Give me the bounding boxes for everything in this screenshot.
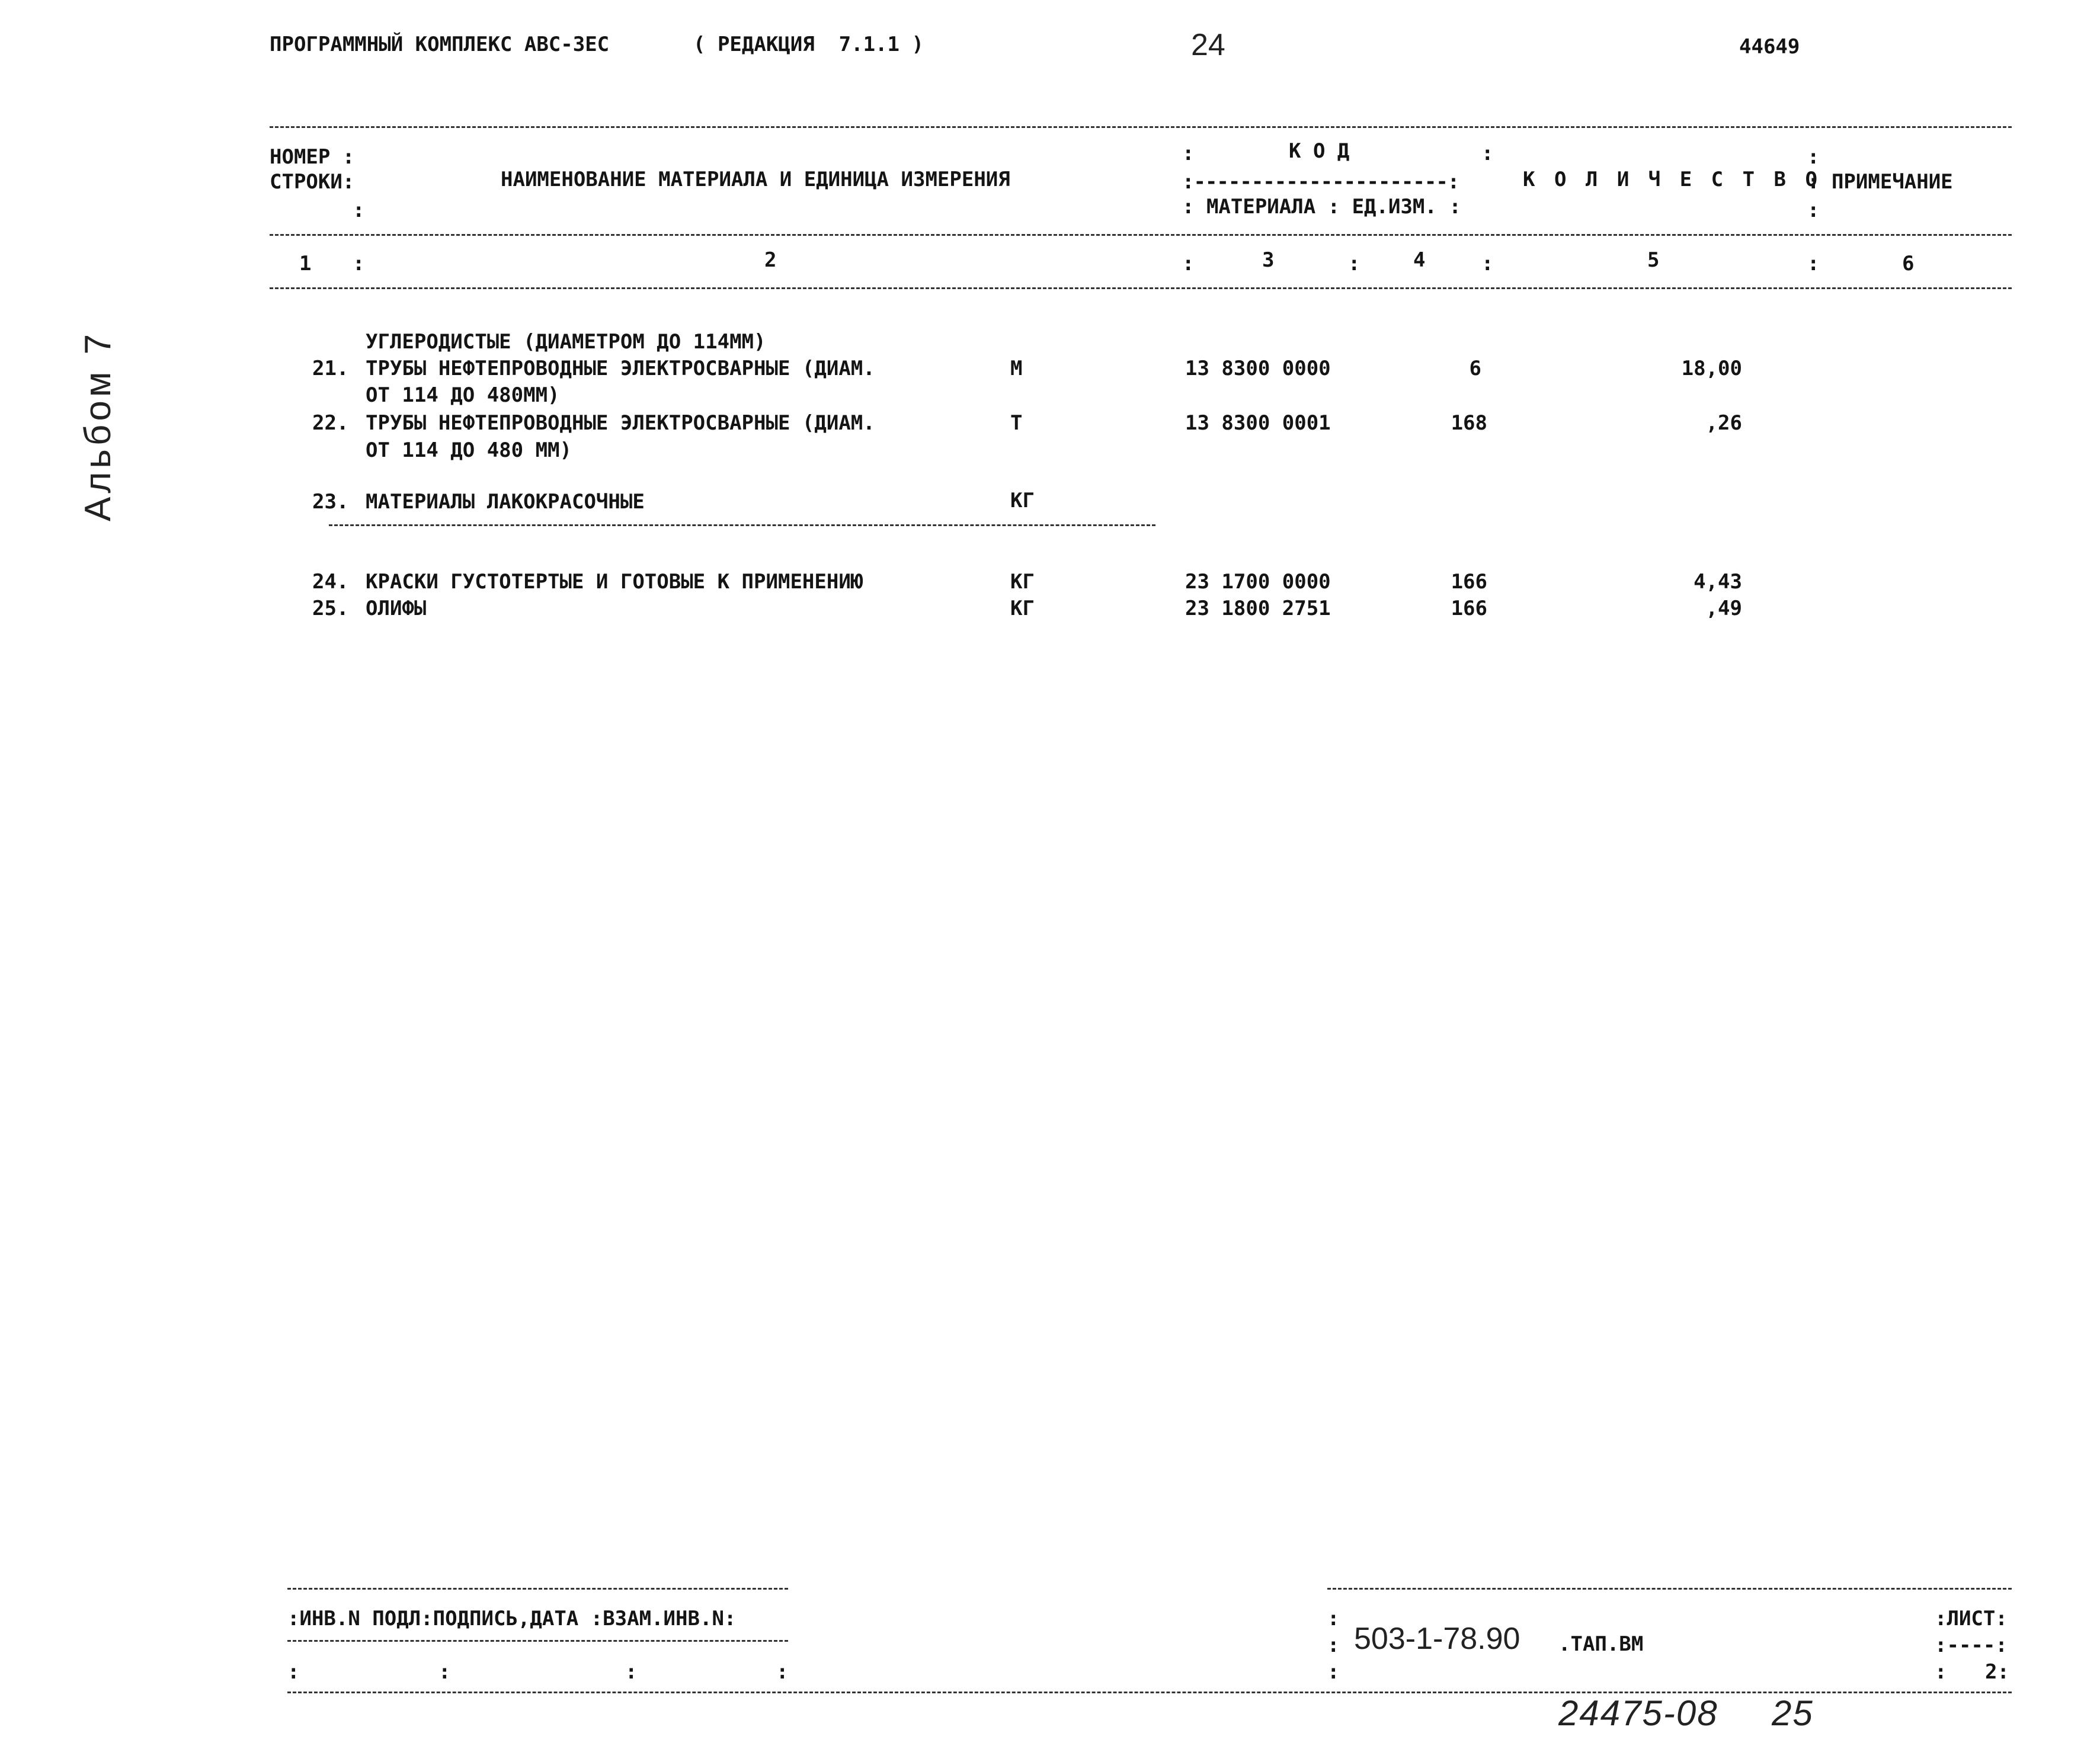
stamp-sheet-divider: :----:: [1935, 1633, 2008, 1657]
col-number-header-3: :: [353, 198, 365, 222]
row-21-name-line2: ОТ 114 ДО 480ММ): [366, 383, 560, 407]
note-colon-bottom: :: [1807, 198, 1820, 222]
row-23-name: МАТЕРИАЛЫ ЛАКОКРАСОЧНЫЕ: [366, 490, 645, 514]
row-24-unit-code: 166: [1451, 570, 1487, 594]
col-quantity-header: К О Л И Ч Е С Т В О: [1523, 168, 1821, 191]
col-num-1: 1: [299, 252, 312, 276]
stamp-left-header: :ИНВ.N ПОДЛ:ПОДПИСЬ,ДАТА :ВЗАМ.ИНВ.N:: [287, 1607, 737, 1631]
col-num-5: 5: [1647, 248, 1660, 272]
row-21-name-line1: ТРУБЫ НЕФТЕПРОВОДНЫЕ ЭЛЕКТРОСВАРНЫЕ (ДИАМ.: [366, 357, 875, 380]
page-number: 24: [1191, 28, 1225, 62]
document-code: 44649: [1739, 35, 1800, 59]
edition-label: ( РЕДАКЦИЯ 7.1.1 ): [693, 33, 924, 56]
row-23-underline: [329, 524, 1155, 526]
row-22-quantity: ,26: [1705, 411, 1742, 435]
row-24-quantity: 4,43: [1694, 570, 1742, 594]
row-21-code: 13 8300 0000: [1185, 357, 1331, 380]
row-24-number: 24.: [312, 570, 349, 594]
stamp-right-top-rule: [1327, 1588, 2012, 1590]
col-name-header: НАИМЕНОВАНИЕ МАТЕРИАЛА И ЕДИНИЦА ИЗМЕРЕНИЯ: [501, 168, 1010, 191]
stamp-sheet-colon: :: [1935, 1660, 1947, 1684]
stamp-left-colon-1: :: [287, 1660, 300, 1684]
row-25-name: ОЛИФЫ: [366, 597, 427, 620]
row-22-unit: Т: [1010, 411, 1023, 435]
row-23-unit: КГ: [1010, 489, 1035, 512]
row-25-code: 23 1800 2751: [1185, 597, 1331, 620]
code-colon-top-left: :: [1182, 142, 1195, 165]
archive-sheet: 25: [1772, 1693, 1814, 1733]
row-22-number: 22.: [312, 411, 349, 435]
row-22-unit-code: 168: [1451, 411, 1487, 435]
stamp-doc-suffix: .ТАП.ВМ: [1558, 1632, 1644, 1656]
row-21-quantity: 18,00: [1681, 357, 1742, 380]
stamp-doc-colon-mid: :: [1327, 1633, 1340, 1657]
stamp-left-colon-4: :: [776, 1660, 789, 1684]
stamp-doc-number: 503-1-78.90: [1354, 1622, 1520, 1656]
row-25-unit-code: 166: [1451, 597, 1487, 620]
col-num-2: 2: [764, 248, 777, 272]
row-21-unit-code: 6: [1469, 357, 1481, 380]
stamp-left-mid-rule: [287, 1640, 788, 1642]
col-number-header-1: НОМЕР :: [270, 145, 355, 169]
code-subheader: : МАТЕРИАЛА : ЕД.ИЗМ. :: [1182, 195, 1461, 219]
stamp-sheet-number: 2:: [1985, 1660, 2009, 1684]
row-22-name-line2: ОТ 114 ДО 480 ММ): [366, 438, 572, 462]
program-title: ПРОГРАММНЫЙ КОМПЛЕКС АВС-ЗЕС: [270, 33, 610, 56]
stamp-left-colon-2: :: [438, 1660, 451, 1684]
code-colon-top-right: :: [1481, 142, 1494, 165]
row-25-unit: КГ: [1010, 597, 1035, 620]
stamp-doc-colon-top: :: [1327, 1607, 1340, 1631]
col-num-colon-3: :: [1348, 252, 1360, 276]
row-22-name-line1: ТРУБЫ НЕФТЕПРОВОДНЫЕ ЭЛЕКТРОСВАРНЫЕ (ДИАМ.: [366, 411, 875, 435]
row-21-number: 21.: [312, 357, 349, 380]
row-22-code: 13 8300 0001: [1185, 411, 1331, 435]
row-24-code: 23 1700 0000: [1185, 570, 1331, 594]
row-24-name: КРАСКИ ГУСТОТЕРТЫЕ И ГОТОВЫЕ К ПРИМЕНЕНИЮ: [366, 570, 863, 594]
archive-number: 24475-08: [1558, 1693, 1718, 1733]
col-note-header: : ПРИМЕЧАНИЕ: [1807, 170, 1953, 194]
col-num-6: 6: [1902, 252, 1915, 276]
stamp-sheet-label: :ЛИСТ:: [1935, 1607, 2008, 1631]
group-label: УГЛЕРОДИСТЫЕ (ДИАМЕТРОМ ДО 114ММ): [366, 330, 766, 354]
row-24-unit: КГ: [1010, 570, 1035, 594]
note-colon-top: :: [1807, 145, 1820, 169]
col-num-3: 3: [1262, 248, 1275, 272]
stamp-left-top-rule: [287, 1588, 788, 1590]
col-num-colon-4: :: [1481, 252, 1494, 276]
code-title: К О Д: [1289, 139, 1350, 163]
stamp-bottom-rule: [287, 1692, 2012, 1693]
col-num-colon-5: :: [1807, 252, 1820, 276]
row-21-unit: М: [1010, 357, 1023, 380]
row-25-number: 25.: [312, 597, 349, 620]
col-number-header-2: СТРОКИ:: [270, 170, 355, 194]
stamp-doc-colon-bottom: :: [1327, 1660, 1340, 1684]
header-bottom-rule: [270, 287, 2012, 289]
header-top-rule: [270, 126, 2012, 128]
row-25-quantity: ,49: [1705, 597, 1742, 620]
col-num-colon-1: :: [353, 252, 365, 276]
col-num-4: 4: [1413, 248, 1426, 272]
header-mid-rule: [270, 234, 2012, 236]
code-divider: :----------------------:: [1182, 170, 1459, 194]
stamp-left-colon-3: :: [625, 1660, 638, 1684]
album-side-label: Альбом 7: [78, 330, 119, 521]
row-23-number: 23.: [312, 490, 349, 514]
col-num-colon-2: :: [1182, 252, 1195, 276]
